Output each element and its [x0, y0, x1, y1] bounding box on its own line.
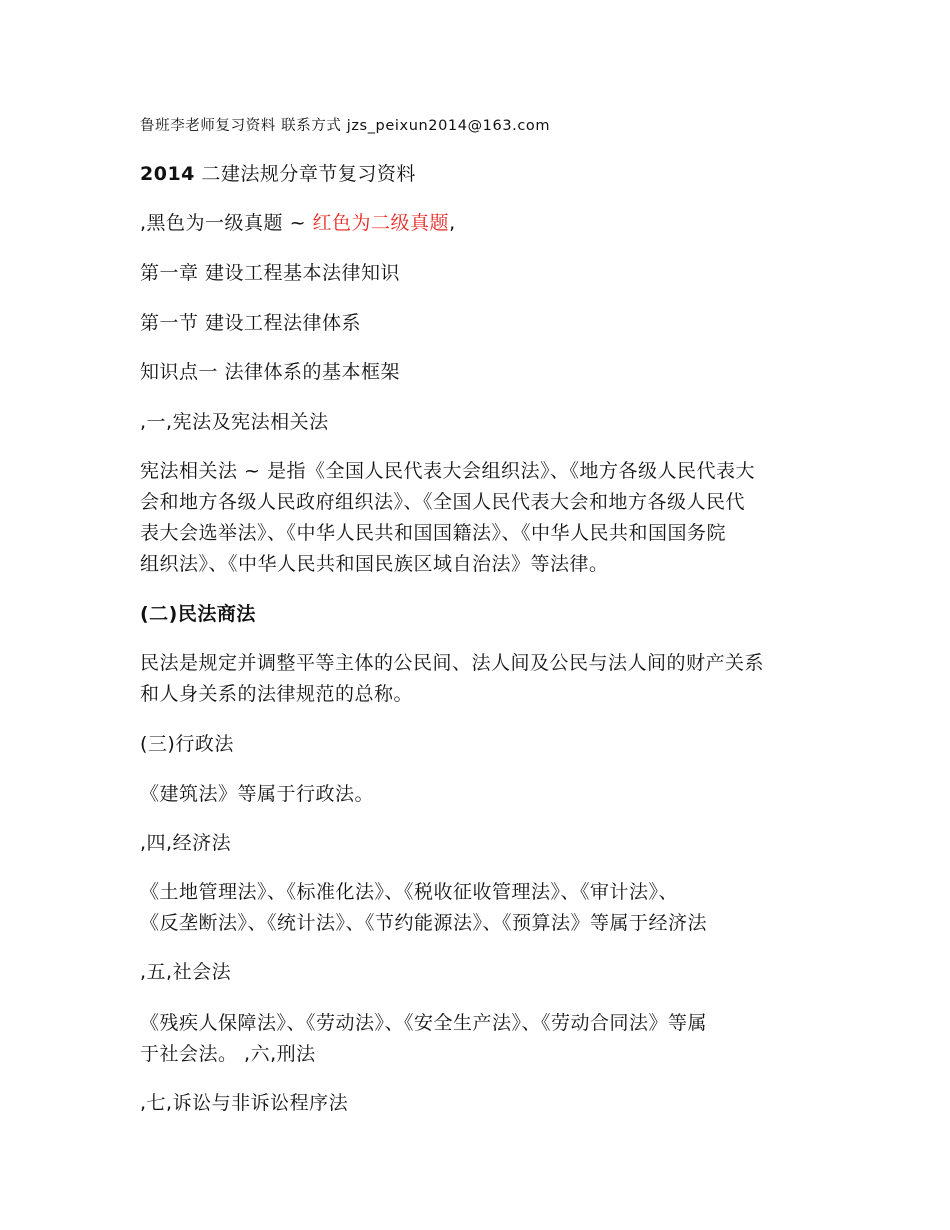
color-legend-line [140, 208, 456, 238]
item-2-body-line: 和人身关系的法律规范的总称。 [140, 683, 414, 705]
item-5-body-line: 《残疾人保障法》、《劳动法》、《安全生产法》、《劳动合同法》等属 [140, 1012, 708, 1034]
legend-suffix: , [449, 212, 456, 234]
chapter-heading: 第一章 建设工程基本法律知识 [140, 262, 401, 284]
item-4-body-line: 《反垄断法》、《统计法》、《节约能源法》、《预算法》等属于经济法 [140, 912, 708, 934]
legend-red-text: 红色为二级真题 [312, 212, 450, 234]
title-text: 二建法规分章节复习资料 [194, 163, 416, 185]
header-contact-line: 鲁班李老师复习资料 联系方式 jzs_peixun2014@163.com [140, 118, 551, 134]
item-1-body-line: 会和地方各级人民政府组织法》、《全国人民代表大会和地方各级人民代 [140, 491, 746, 513]
item-2-heading: (二)民法商法 [140, 603, 256, 625]
item-1-body-line: 组织法》、《中华人民共和国民族区域自治法》等法律。 [140, 553, 609, 575]
section-heading: 第一节 建设工程法律体系 [140, 312, 362, 334]
item-7-heading: ,七,诉讼与非诉讼程序法 [140, 1092, 349, 1114]
knowledge-point-heading: 知识点一 法律体系的基本框架 [140, 361, 401, 383]
item-3-heading: (三)行政法 [140, 733, 234, 755]
document-title [140, 159, 416, 189]
item-1-body-line: 宪法相关法 ~ 是指《全国人民代表大会组织法》、《地方各级人民代表大 [140, 460, 756, 482]
item-4-heading: ,四,经济法 [140, 832, 232, 854]
item-5-body-line: 于社会法。 ,六,刑法 [140, 1043, 316, 1065]
item-2-body-line: 民法是规定并调整平等主体的公民间、法人间及公民与法人间的财产关系 [140, 652, 765, 674]
item-1-heading: ,一,宪法及宪法相关法 [140, 411, 329, 433]
item-5-heading: ,五,社会法 [140, 961, 232, 983]
item-4-body-line: 《土地管理法》、《标准化法》、《税收征收管理法》、《审计法》、 [140, 881, 679, 903]
title-year: 2014 [140, 163, 195, 185]
item-3-body-line: 《建筑法》等属于行政法。 [140, 783, 375, 805]
legend-black-text: ,黑色为一级真题 ~ [140, 212, 313, 234]
item-1-body-line: 表大会选举法》、《中华人民共和国国籍法》、《中华人民共和国国务院 [140, 522, 727, 544]
